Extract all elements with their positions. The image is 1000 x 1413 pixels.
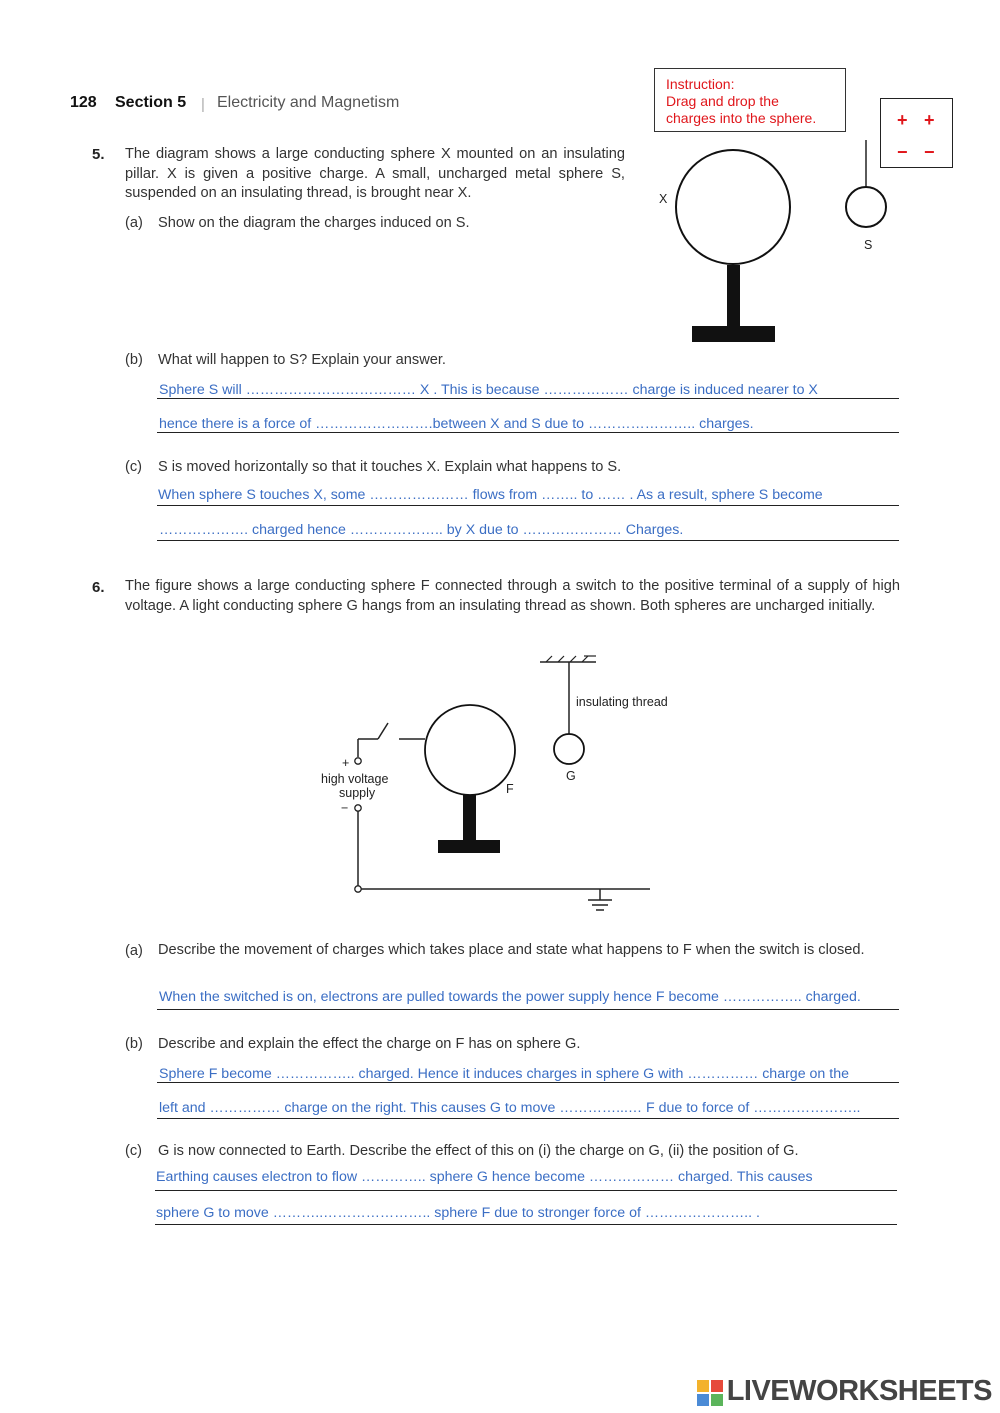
answer-line [157,432,899,433]
negative-charge-token[interactable]: − [897,142,908,162]
label-g: G [566,769,576,783]
subquestion-label: (b) [125,352,143,368]
charges-palette [880,98,953,168]
subquestion-text: What will happen to S? Explain your answer. [158,352,446,368]
subquestion-label: (c) [125,1143,143,1159]
label-f: F [506,782,514,796]
answer-field[interactable]: sphere G to move ………..………………….. sphere F due to stronger force of ………………….. . [156,1205,760,1221]
answer-field[interactable]: Sphere F become …………….. charged. Hence it induces charges in sphere G with …………… charge on the [159,1066,849,1082]
minus-terminal-label: − [341,801,349,815]
switch[interactable] [378,723,388,739]
subquestion-label: (a) [125,943,143,959]
answer-field[interactable]: Sphere S will ……………………………… X . This is because ……………… charge is induced nearer to X [159,382,818,398]
section-title: Section 5 [115,94,187,111]
question-text: The figure shows a large conducting sphere F connected through a switch to the positive terminal of a supply of high voltage. A light conducting sphere G hangs from an insulating thread as shown. Both spheres are uncharged initially. [125,578,900,614]
instruction-box [654,68,846,132]
answer-line [157,1082,899,1083]
question-number: 5. [92,146,105,163]
label-s: S [864,238,873,252]
page-number: 128 [70,94,97,111]
sphere-s[interactable] [846,187,886,227]
answer-field[interactable]: When sphere S touches X, some ………………… flows from …….. to …… . As a result, sphere S become [158,487,823,503]
subquestion-text: G is now connected to Earth. Describe the effect of this on (i) the charge on G, (ii) the position of G. [158,1143,799,1159]
answer-line [157,540,899,541]
insulating-pillar [727,265,740,328]
positive-charge-token[interactable]: + [897,110,908,130]
instruction-line: Drag and drop the [666,93,779,109]
answer-field[interactable]: left and …………… charge on the right. This causes G to move …………...… F due to force of ………………….. [159,1100,861,1116]
sphere-x[interactable] [676,150,790,264]
subquestion-label: (a) [125,215,143,231]
plus-terminal-label: + [342,756,350,770]
subquestion-label: (b) [125,1036,143,1052]
answer-field[interactable]: When the switched is on, electrons are pulled towards the power supply hence F become …………….. charged. [159,989,861,1005]
answer-field[interactable]: Earthing causes electron to flow ………….. sphere G hence become ……………… charged. This causes [156,1169,813,1185]
topic-title: Electricity and Magnetism [217,94,400,111]
sphere-g[interactable] [554,734,584,764]
instruction-line: charges into the sphere. [666,110,817,126]
sphere-f-pillar [463,795,476,842]
subquestion-text: S is moved horizontally so that it touches X. Explain what happens to S. [158,459,622,475]
subquestion-text: Describe the movement of charges which takes place and state what happens to F when the switch is closed. [158,942,865,958]
thread-label: insulating thread [576,695,668,709]
liveworksheets-logo-icon [697,1380,723,1406]
header-separator: | [201,96,205,113]
subquestion-text: Describe and explain the effect the charge on F has on sphere G. [158,1036,581,1052]
negative-charge-token[interactable]: − [924,142,935,162]
supply-label: supply [339,786,376,800]
label-x: X [659,192,668,206]
brand-footer: LIVEWORKSHEETS [726,1375,992,1407]
sphere-x-diagram [650,140,890,350]
sphere-f-base [438,840,500,853]
question-number: 6. [92,579,105,596]
answer-field[interactable]: hence there is a force of …………………….between X and S due to ………………….. charges. [159,416,754,432]
answer-field[interactable]: ………………. charged hence ……………….. by X due to ………………… Charges. [159,522,684,538]
answer-line [157,398,899,399]
instruction-line: Instruction: [666,76,735,92]
answer-line [155,1224,897,1225]
answer-line [155,1190,897,1191]
sphere-f[interactable] [425,705,515,795]
answer-line [157,1118,899,1119]
supply-label: high voltage [321,772,389,786]
answer-line [157,505,899,506]
positive-charge-token[interactable]: + [924,110,935,130]
subquestion-label: (c) [125,459,143,475]
pillar-base [692,326,775,342]
question-text: The diagram shows a large conducting sphere X mounted on an insulating pillar. X is given a positive charge. A small, uncharged metal sphere S, suspended on an insulating thread, is brought near X. [125,146,625,202]
answer-line [157,1009,899,1010]
subquestion-text: Show on the diagram the charges induced on S. [158,215,470,231]
